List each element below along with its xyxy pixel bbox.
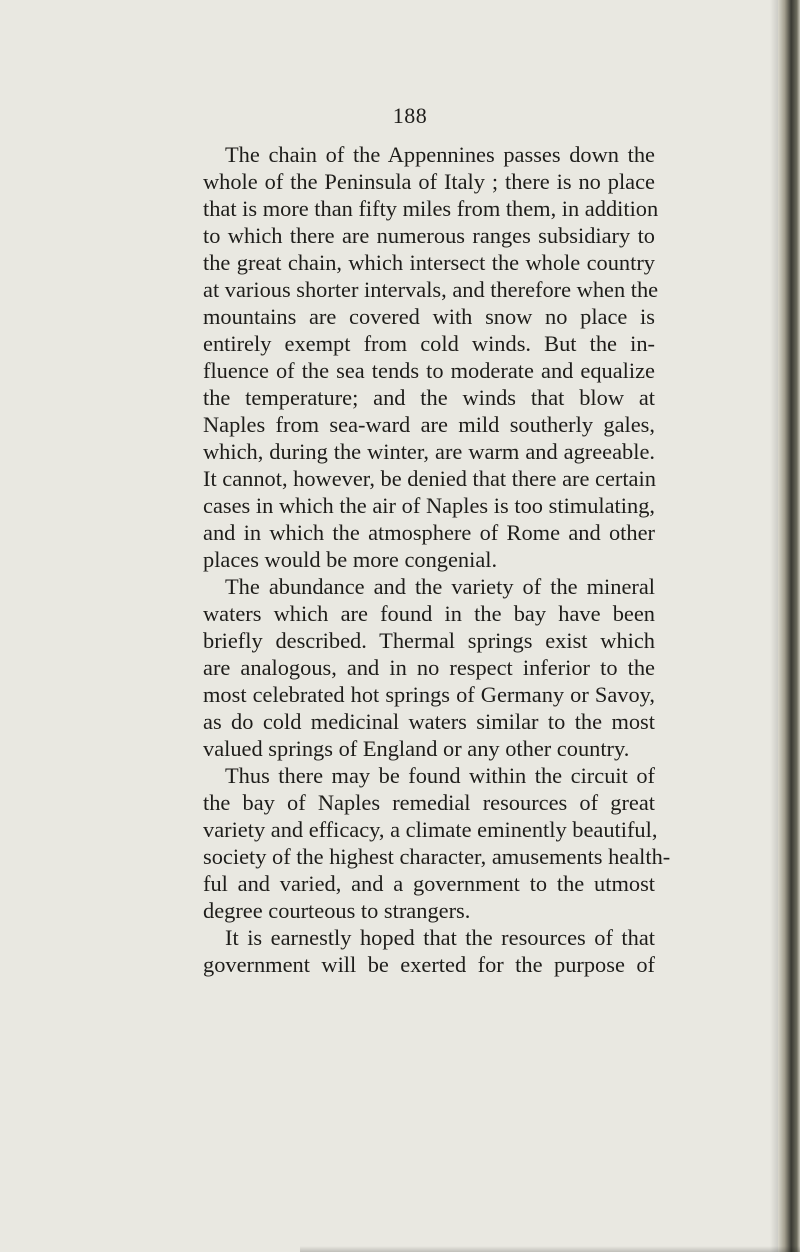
text-line: degree courteous to strangers. bbox=[203, 898, 471, 923]
text-line: Naples from sea-ward are mild southerly gales, bbox=[203, 412, 655, 437]
text-line: ful and varied, and a government to the utmost bbox=[203, 871, 655, 896]
text-line: society of the highest character, amusements health- bbox=[203, 844, 671, 869]
text-line: It is earnestly hoped that the resources of that bbox=[225, 925, 655, 950]
bottom-edge-shadow bbox=[300, 1246, 800, 1252]
binding-shadow bbox=[770, 0, 778, 1252]
text-line: the temperature; and the winds that blow at bbox=[203, 385, 655, 410]
text-line: fluence of the sea tends to moderate and equalize bbox=[203, 358, 655, 383]
text-line: valued springs of England or any other country. bbox=[203, 736, 630, 761]
page-number: 188 bbox=[392, 103, 428, 128]
body-text bbox=[203, 141, 671, 978]
text-line: the bay of Naples remedial resources of great bbox=[203, 790, 655, 815]
text-line: briefly described. Thermal springs exist which bbox=[203, 628, 655, 653]
text-line: variety and efficacy, a climate eminently beautiful, bbox=[203, 817, 658, 842]
text-line: that is more than fifty miles from them, in addition bbox=[203, 196, 659, 221]
book-binding-edge bbox=[778, 0, 800, 1252]
text-line: to which there are numerous ranges subsidiary to bbox=[203, 223, 655, 248]
text-line: whole of the Peninsula of Italy ; there is no place bbox=[203, 169, 655, 194]
text-line: the great chain, which intersect the whole country bbox=[203, 250, 655, 275]
text-line: entirely exempt from cold winds. But the in- bbox=[203, 331, 655, 356]
text-line: It cannot, however, be denied that there are certain bbox=[203, 466, 656, 491]
text-line: mountains are covered with snow no place is bbox=[203, 304, 655, 329]
text-line: The chain of the Appennines passes down the bbox=[225, 142, 655, 167]
text-line: which, during the winter, are warm and agreeable. bbox=[203, 439, 655, 464]
text-line: most celebrated hot springs of Germany or Savoy, bbox=[203, 682, 655, 707]
text-line: The abundance and the variety of the mineral bbox=[225, 574, 655, 599]
text-line: at various shorter intervals, and therefore when the bbox=[203, 277, 659, 302]
text-line: places would be more congenial. bbox=[203, 547, 498, 572]
text-line: government will be exerted for the purpose of bbox=[203, 952, 655, 977]
text-line: as do cold medicinal waters similar to the most bbox=[203, 709, 655, 734]
text-line: cases in which the air of Naples is too stimulating, bbox=[203, 493, 655, 518]
text-line: waters which are found in the bay have been bbox=[203, 601, 655, 626]
text-line: and in which the atmosphere of Rome and other bbox=[203, 520, 655, 545]
text-line: Thus there may be found within the circuit of bbox=[225, 763, 655, 788]
text-line: are analogous, and in no respect inferior to the bbox=[203, 655, 655, 680]
